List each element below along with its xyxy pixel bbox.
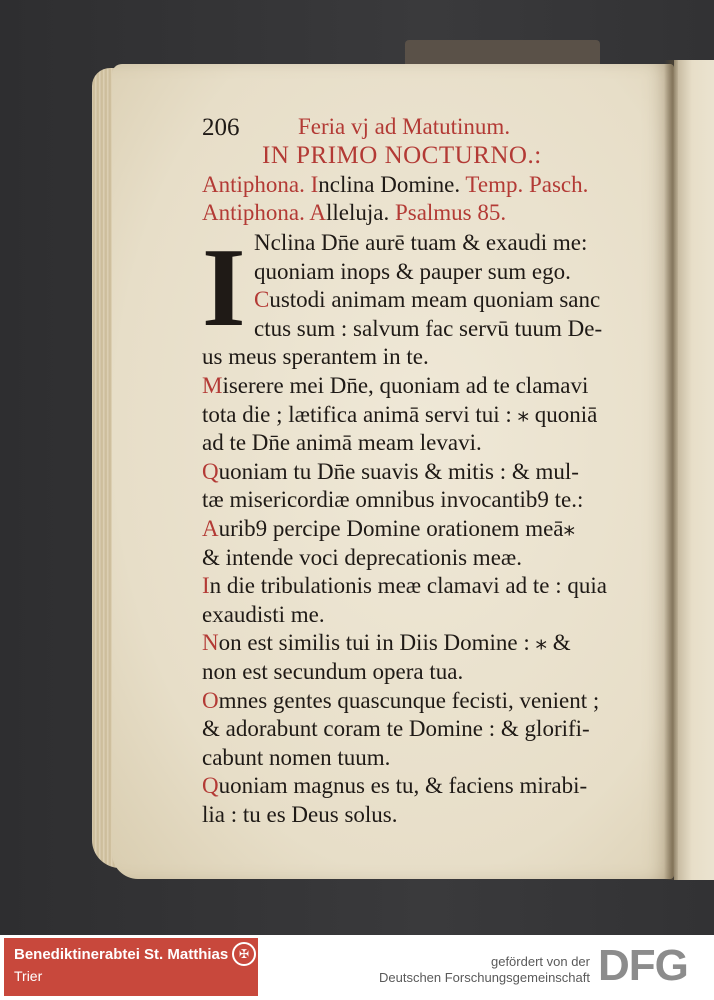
verse-text: uoniam tu Dn̄e suavis & mitis : & mul- <box>218 458 579 484</box>
page-header: Feria vj ad Matutinum. <box>298 114 511 139</box>
psalm-line <box>254 230 587 256</box>
institution-city: Trier <box>14 968 43 984</box>
antiphon-text: lleluja. <box>325 200 390 225</box>
verse-text: non est secundum opera tua. <box>202 659 464 684</box>
verse-text: mnes gentes quascunque fecisti, venient ; <box>218 687 600 713</box>
psalm-line <box>202 630 571 656</box>
funding-note: gefördert von der <box>490 954 590 969</box>
verse-text: iserere mei Dn̄e, quoniam ad te clamavi <box>222 373 589 398</box>
psalm-line <box>202 373 588 399</box>
verse-text: ctus sum : salvum fac servū tuum De- <box>254 315 603 341</box>
psalm-line <box>202 802 398 828</box>
psalm-line <box>202 573 607 599</box>
verse-initial: N <box>202 630 219 656</box>
antiphon-label: Antiphona. <box>202 200 305 225</box>
psalm-label: Psalmus 85. <box>394 200 507 225</box>
psalm-line <box>202 344 429 370</box>
verse-initial: I <box>202 573 210 599</box>
verse-text: ustodi animam meam quoniam sanc <box>269 287 601 313</box>
psalm-line <box>202 402 597 428</box>
verse-initial: Q <box>202 773 219 799</box>
verse-text: quoniam inops & pauper sum ego. <box>254 258 571 284</box>
verse-text: tæ misericordiæ omnibus invocantib9 te.: <box>202 487 584 513</box>
verse-initial: A <box>202 516 219 541</box>
verse-text: cabunt nomen tuum. <box>202 744 391 770</box>
psalm-line <box>202 545 522 571</box>
verse-initial: M <box>202 373 223 398</box>
psalm-line <box>202 430 482 456</box>
verse-initial: Q <box>202 458 219 484</box>
dfg-logo[interactable]: DFG <box>598 941 688 990</box>
antiphon-initial: I <box>310 172 319 197</box>
antiphon-line-1 <box>202 172 588 198</box>
verse-text: n die tribulationis meæ clamavi ad te : quia <box>209 573 607 599</box>
verse-initial: O <box>202 687 219 713</box>
psalm-line <box>202 745 390 771</box>
psalm-line <box>254 259 571 285</box>
verse-text: us meus sperantem in te. <box>202 344 429 370</box>
institution-logo-icon: ✠ <box>232 942 256 966</box>
antiphon-temp: Temp. Pasch. <box>465 172 589 197</box>
facing-page <box>674 60 714 880</box>
verse-initial: C <box>254 287 270 313</box>
psalm-line <box>202 773 587 799</box>
antiphon-label: Antiphona. <box>202 172 305 197</box>
psalm-line <box>202 487 583 513</box>
psalm-line <box>254 316 602 342</box>
psalm-line <box>202 516 575 542</box>
psalm-line <box>202 459 579 485</box>
psalm-line <box>202 716 590 742</box>
book-gutter <box>664 60 678 880</box>
verse-text: lia : tu es Deus solus. <box>202 802 398 827</box>
antiphon-line-2 <box>202 200 506 226</box>
page-number: 206 <box>202 114 240 141</box>
funding-organization: Deutschen Forschungsgemeinschaft <box>378 970 590 985</box>
verse-text: & adorabunt coram te Domine : & glorifi- <box>202 716 590 742</box>
institution-name: Benediktinerabtei St. Matthias <box>14 946 229 963</box>
psalm-line <box>254 287 600 313</box>
psalm-line <box>202 659 463 685</box>
psalm-line <box>202 602 325 628</box>
decorated-initial: I <box>202 226 246 350</box>
nocturn-heading: IN PRIMO NOCTURNO.: <box>262 142 542 169</box>
verse-text: & intende voci deprecationis meæ. <box>202 544 522 570</box>
verse-text: uoniam magnus es tu, & faciens mirabi- <box>218 773 588 799</box>
verse-text: urib9 percipe Domine orationem meā⁎ <box>218 516 576 541</box>
antiphon-initial: A <box>309 200 326 225</box>
verse-text: on est similis tui in Diis Domine : ⁎ & <box>218 630 571 656</box>
verse-text: exaudisti me. <box>202 601 325 627</box>
psalm-line <box>202 688 599 714</box>
antiphon-text: nclina Domine. <box>318 172 461 197</box>
verse-text: ad te Dn̄e animā meam levavi. <box>202 430 482 456</box>
verse-text: Nclina Dn̄e aurē tuam & exaudi me: <box>254 230 588 255</box>
verse-text: tota die ; lætifica animā servi tui : ⁎ quoniā <box>202 401 598 427</box>
